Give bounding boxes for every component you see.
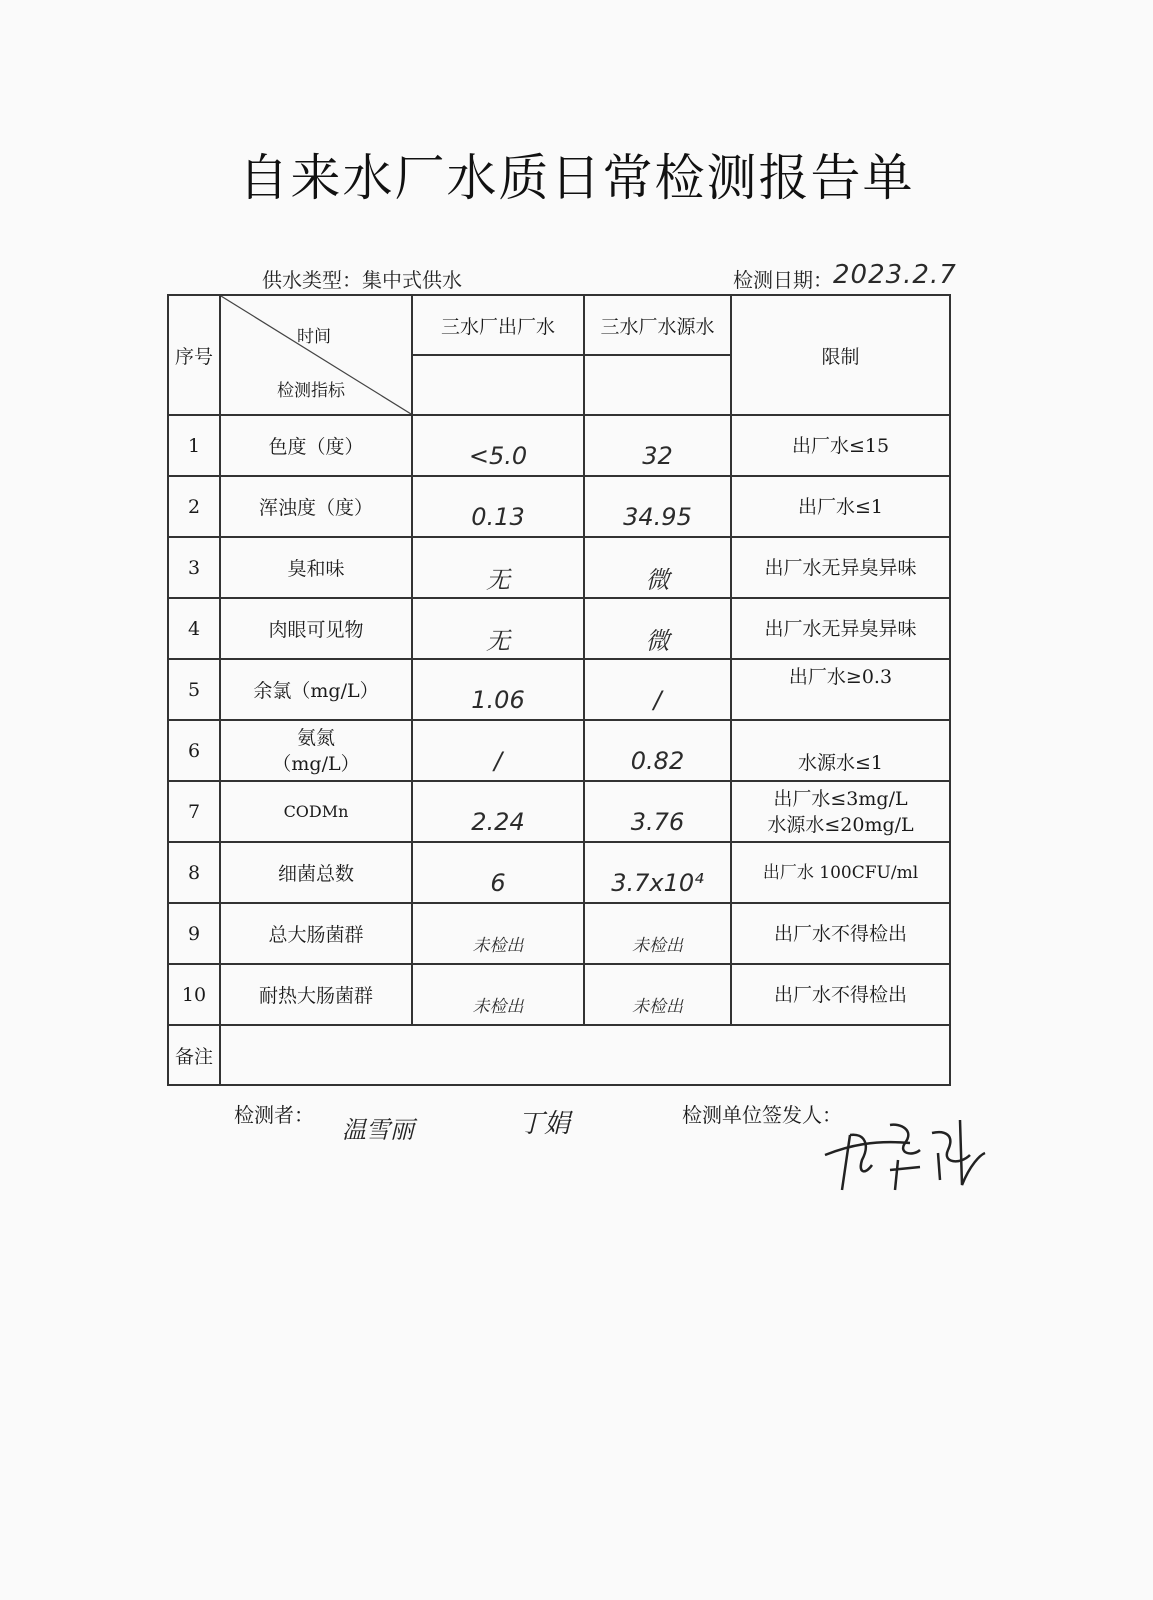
- row-value-source: [584, 476, 731, 537]
- row-value-source: [584, 720, 731, 781]
- tester-signature-2: 丁娟: [518, 1109, 571, 1139]
- row-value-source: [584, 903, 731, 964]
- row-value-outlet: [412, 781, 584, 842]
- row-limit: 出厂水无异臭异味: [731, 598, 950, 659]
- row-indicator: 总大肠菌群: [220, 903, 412, 964]
- col1-subheader-empty: [412, 355, 584, 415]
- handwritten-value: 3.7x10⁴: [611, 868, 704, 897]
- handwritten-value: /: [493, 746, 503, 775]
- row-number: 9: [168, 903, 220, 964]
- row-value-source: [584, 598, 731, 659]
- row-number: 10: [168, 964, 220, 1025]
- row-indicator: 色度（度）: [220, 415, 412, 476]
- row-value-outlet: [412, 415, 584, 476]
- handwritten-value: 2.24: [471, 807, 525, 836]
- test-date: [733, 260, 957, 294]
- row-value-outlet: [412, 964, 584, 1025]
- handwritten-value: /: [653, 685, 662, 714]
- tester-signature-1: 温雪丽: [342, 1116, 414, 1144]
- handwritten-value: 34.95: [623, 502, 692, 531]
- row-value-outlet: [412, 720, 584, 781]
- row-limit: 水源水≤1: [731, 720, 950, 781]
- handwritten-value: 6: [490, 868, 506, 897]
- col2-header: 三水厂水源水: [584, 295, 731, 355]
- row-value-source: [584, 964, 731, 1025]
- handwritten-value: 未检出: [632, 936, 683, 956]
- supply-type: 供水类型：集中式供水: [262, 268, 462, 292]
- table-row: [168, 598, 950, 659]
- row-indicator-line2: （mg/L）: [272, 752, 360, 775]
- row-indicator: 耐热大肠菌群: [220, 964, 412, 1025]
- handwritten-value: 未检出: [632, 997, 683, 1017]
- row-value-outlet: [412, 903, 584, 964]
- handwritten-value: 无: [486, 566, 510, 594]
- handwritten-value: 微: [645, 627, 670, 655]
- report-title: 自来水厂水质日常检测报告单: [238, 149, 915, 207]
- row-indicator: 肉眼可见物: [220, 598, 412, 659]
- table-row: [168, 537, 950, 598]
- row-value-source: [584, 415, 731, 476]
- row-limit: 出厂水 100CFU/ml: [731, 842, 950, 903]
- table-row: [168, 659, 950, 720]
- indicator-header: 检测指标: [277, 381, 345, 401]
- row-number: 1: [168, 415, 220, 476]
- table-row: [168, 781, 950, 842]
- table-row: [168, 415, 950, 476]
- col1-header: 三水厂出厂水: [412, 295, 584, 355]
- handwritten-value: 0.13: [471, 502, 525, 531]
- table-row: [168, 476, 950, 537]
- row-indicator: 细菌总数: [220, 842, 412, 903]
- table-row: [168, 964, 950, 1025]
- issuer-signature: [820, 1105, 990, 1195]
- row-number: 2: [168, 476, 220, 537]
- handwritten-value: 微: [645, 566, 670, 594]
- limit-header: 限制: [731, 295, 950, 415]
- row-limit: 出厂水≤15: [731, 415, 950, 476]
- row-value-source: [584, 842, 731, 903]
- row-number: 4: [168, 598, 220, 659]
- handwritten-value: 0.82: [630, 746, 685, 775]
- handwritten-value: 未检出: [472, 936, 524, 956]
- diagonal-header-cell: [220, 295, 412, 415]
- row-number: 7: [168, 781, 220, 842]
- col2-subheader-empty: [584, 355, 731, 415]
- date-value: 2023.2.7: [833, 260, 957, 290]
- table-row: [168, 842, 950, 903]
- row-value-outlet: [412, 537, 584, 598]
- handwritten-value: 3.76: [630, 807, 685, 836]
- row-limit: 出厂水不得检出: [731, 903, 950, 964]
- row-value-outlet: [412, 598, 584, 659]
- row-limit: 出厂水≥0.3: [731, 659, 950, 720]
- handwritten-value: 1.06: [471, 685, 525, 714]
- row-indicator: 臭和味: [220, 537, 412, 598]
- row-number: 8: [168, 842, 220, 903]
- tester-label: 检测者：: [234, 1103, 314, 1127]
- handwritten-value: <5.0: [468, 441, 528, 470]
- handwritten-value: 未检出: [472, 997, 524, 1017]
- row-limit: 出厂水无异臭异味: [731, 537, 950, 598]
- row-value-outlet: [412, 842, 584, 903]
- row-limit: 出厂水≤1: [731, 476, 950, 537]
- row-limit: [731, 781, 950, 842]
- row-indicator: CODMn: [220, 781, 412, 842]
- seq-header: 序号: [168, 295, 220, 415]
- time-header: 时间: [297, 327, 331, 347]
- row-indicator: 余氯（mg/L）: [220, 659, 412, 720]
- row-number: 5: [168, 659, 220, 720]
- row-indicator: 浑浊度（度）: [220, 476, 412, 537]
- handwritten-value: 无: [486, 627, 510, 655]
- row-value-source: [584, 781, 731, 842]
- handwritten-value: 32: [642, 441, 673, 470]
- issuer-label: 检测单位签发人：: [682, 1103, 842, 1127]
- row-limit-line1: 出厂水≤3mg/L: [773, 787, 908, 810]
- remark-value: [220, 1025, 950, 1085]
- table-row: [168, 720, 950, 781]
- row-value-source: [584, 537, 731, 598]
- row-number: 6: [168, 720, 220, 781]
- table-row: [168, 903, 950, 964]
- report-table: [167, 294, 951, 1086]
- remark-label: 备注: [168, 1025, 220, 1085]
- row-indicator-line1: 氨氮: [296, 726, 335, 749]
- row-indicator: [220, 720, 412, 781]
- row-number: 3: [168, 537, 220, 598]
- row-limit-line2: 水源水≤20mg/L: [767, 813, 914, 836]
- date-label: 检测日期：: [733, 268, 833, 292]
- row-limit: 出厂水不得检出: [731, 964, 950, 1025]
- row-value-outlet: [412, 476, 584, 537]
- row-value-source: [584, 659, 731, 720]
- remark-row: [168, 1025, 950, 1085]
- row-value-outlet: [412, 659, 584, 720]
